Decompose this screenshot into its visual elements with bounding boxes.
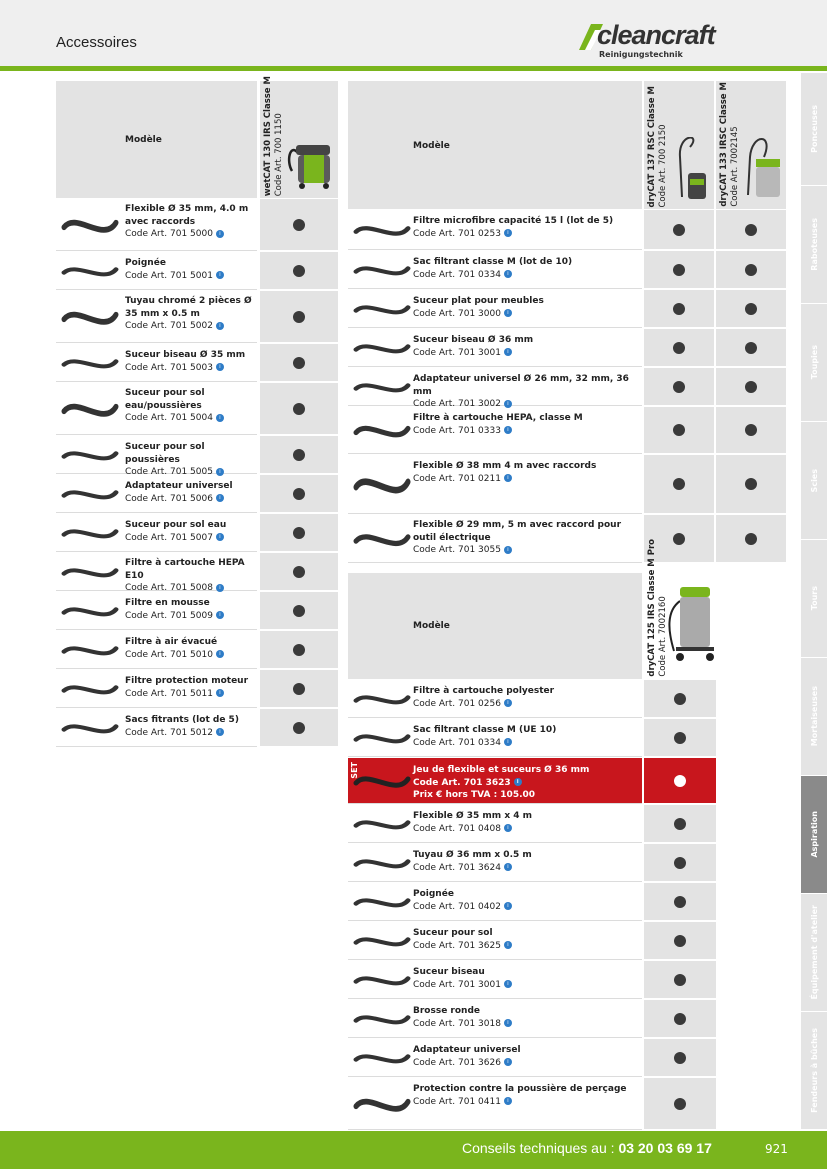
- accessory-name: Adaptateur universel Ø 26 mm, 32 mm, 36 mm: [413, 374, 629, 397]
- compatible-dot: [293, 311, 305, 323]
- info-icon[interactable]: i: [504, 474, 512, 482]
- info-icon[interactable]: i: [514, 778, 522, 786]
- compatible-dot: [293, 644, 305, 656]
- accessory-code: Code Art. 701 3000 i: [413, 308, 638, 321]
- right-top-product-2-header: [716, 81, 786, 209]
- table-row: [348, 719, 642, 757]
- compatible-dot: [674, 775, 686, 787]
- compatible-dot: [674, 732, 686, 744]
- table-row: [348, 1000, 642, 1038]
- table-row: [56, 709, 257, 747]
- accessory-name: Filtre en mousse: [125, 598, 210, 608]
- accessory-image: [350, 847, 414, 878]
- info-icon[interactable]: i: [216, 271, 224, 279]
- accessory-image: [350, 293, 414, 324]
- accessory-image: [58, 255, 122, 286]
- table-row: [56, 252, 257, 290]
- table-row: [56, 670, 257, 708]
- compatible-dot: [293, 527, 305, 539]
- accessory-name: Sac filtrant classe M (UE 10): [413, 725, 557, 735]
- accessory-image: [58, 517, 122, 548]
- info-icon[interactable]: i: [504, 699, 512, 707]
- info-icon[interactable]: i: [216, 728, 224, 736]
- accessory-code: Code Art. 701 5005 i: [125, 466, 253, 479]
- sidebar-tab-label: Raboteuses: [809, 218, 819, 271]
- product-name: dryCAT 137 RSC Classe M Code Art. 700 2150: [647, 85, 668, 207]
- compatible-dot: [745, 381, 757, 393]
- sidebar-tab-label: Toupies: [809, 345, 819, 380]
- compatible-dot: [293, 357, 305, 369]
- accessory-code: Code Art. 701 0402 i: [413, 901, 638, 914]
- compatible-dot: [293, 683, 305, 695]
- page-title: Accessoires: [56, 34, 137, 51]
- table-row: [56, 383, 257, 435]
- info-icon[interactable]: i: [216, 533, 224, 541]
- header-accent-line: [0, 66, 827, 71]
- compatibility-cell: [260, 670, 338, 707]
- accessory-name: Suceur pour sol poussières: [125, 442, 205, 465]
- accessory-image: [350, 886, 414, 917]
- accessory-name: Poignée: [413, 889, 454, 899]
- accessory-name: Sacs fitrants (lot de 5): [125, 715, 239, 725]
- accessory-code: Code Art. 701 0211 i: [413, 473, 638, 486]
- info-icon[interactable]: i: [504, 229, 512, 237]
- accessory-image: [58, 347, 122, 378]
- info-icon[interactable]: i: [504, 426, 512, 434]
- compatible-dot: [293, 566, 305, 578]
- accessory-name: Flexible Ø 38 mm 4 m avec raccords: [413, 461, 597, 471]
- compatibility-cell: [716, 329, 786, 366]
- drycat-133-image: [740, 137, 784, 207]
- accessory-image: [58, 634, 122, 665]
- compatibility-cell: [260, 553, 338, 590]
- compatible-dot: [293, 488, 305, 500]
- footer-phone: 03 20 03 69 17: [618, 1140, 712, 1156]
- compatibility-cell: [260, 514, 338, 551]
- accessory-image: [350, 213, 414, 246]
- accessory-name: Suceur biseau: [413, 967, 485, 977]
- compatibility-cell: [716, 251, 786, 288]
- accessory-code: Code Art. 701 5002 i: [125, 320, 253, 333]
- accessory-code: Code Art. 701 5004 i: [125, 412, 253, 425]
- table-row: [348, 407, 642, 454]
- logo-wordmark: cleancraft: [597, 20, 715, 50]
- footer-contact: Conseils techniques au : 03 20 03 69 17: [462, 1140, 712, 1156]
- compatibility-cell: [716, 210, 786, 249]
- accessory-code: Code Art. 701 3002 i: [413, 398, 638, 411]
- accessory-code: Code Art. 701 3623 i: [413, 777, 638, 790]
- accessory-code: Code Art. 701 0253 i: [413, 228, 638, 241]
- compatibility-cell: [644, 719, 716, 756]
- product-name: dryCAT 125 IRS Classe M Pro Code Art. 7002160: [647, 539, 668, 677]
- info-icon[interactable]: i: [504, 546, 512, 554]
- compatibility-cell: [644, 805, 716, 842]
- compatibility-cell: [260, 436, 338, 473]
- info-icon[interactable]: i: [504, 863, 512, 871]
- accessory-code: Code Art. 701 5001 i: [125, 270, 253, 283]
- compatibility-cell: [644, 922, 716, 959]
- info-icon[interactable]: i: [504, 1097, 512, 1105]
- compatible-dot: [745, 424, 757, 436]
- accessory-name: Filtre à air évacué: [125, 637, 218, 647]
- drycat-125-image: [666, 581, 716, 665]
- accessory-image: [350, 1081, 414, 1126]
- table-row: [348, 805, 642, 843]
- accessory-image: [350, 371, 414, 402]
- accessory-image: [350, 964, 414, 995]
- compatibility-cell: [644, 251, 714, 288]
- accessory-name: Tuyau chromé 2 pièces Ø 35 mm x 0.5 m: [125, 296, 252, 319]
- compatibility-cell: [716, 455, 786, 513]
- accessory-code: Code Art. 701 3055 i: [413, 544, 638, 557]
- accessory-name: Adaptateur universel: [125, 481, 233, 491]
- accessory-name: Suceur plat pour meubles: [413, 296, 544, 306]
- info-icon[interactable]: i: [216, 494, 224, 502]
- accessory-image: [350, 1003, 414, 1034]
- product-name: dryCAT 133 IRSC Classe M Code Art. 7002145: [719, 82, 740, 207]
- info-icon[interactable]: i: [216, 689, 224, 697]
- accessory-image: [58, 478, 122, 509]
- model-label: Modèle: [413, 141, 450, 151]
- compatibility-cell: [260, 592, 338, 629]
- sidebar-tab[interactable]: [801, 73, 827, 186]
- compatibility-cell: [644, 1000, 716, 1037]
- compatibility-cell: [260, 631, 338, 668]
- accessory-name: Sac filtrant classe M (lot de 10): [413, 257, 573, 267]
- compatible-dot: [674, 935, 686, 947]
- sidebar-tab-label: Aspiration: [809, 811, 819, 858]
- accessory-code: Code Art. 701 5008 i: [125, 582, 253, 595]
- table-row: [56, 475, 257, 513]
- accessory-code: Code Art. 701 5012 i: [125, 727, 253, 740]
- sidebar-tab-label: Fendeurs à bûches: [809, 1028, 819, 1113]
- table-row: [348, 251, 642, 289]
- accessory-code: Code Art. 701 5006 i: [125, 493, 253, 506]
- info-icon[interactable]: i: [504, 1058, 512, 1066]
- accessory-image: [350, 1042, 414, 1073]
- table-row: [56, 291, 257, 343]
- compatibility-cell: [716, 515, 786, 562]
- table-row: [56, 553, 257, 591]
- accessory-name: Flexible Ø 29 mm, 5 m avec raccord pour outil électrique: [413, 520, 622, 543]
- accessory-name: Filtre microfibre capacité 15 l (lot de 5): [413, 216, 614, 226]
- compatibility-cell: [644, 407, 714, 453]
- accessory-image: [350, 925, 414, 956]
- accessory-image: [350, 332, 414, 363]
- compatible-dot: [673, 424, 685, 436]
- table-row: [56, 514, 257, 552]
- compatibility-cell: [644, 758, 716, 803]
- model-label: Modèle: [413, 621, 450, 631]
- info-icon[interactable]: i: [504, 902, 512, 910]
- compatible-dot: [673, 224, 685, 236]
- compatible-dot: [293, 605, 305, 617]
- compatibility-cell: [644, 844, 716, 881]
- compatibility-cell: [260, 252, 338, 289]
- sidebar-tab[interactable]: [801, 304, 827, 422]
- info-icon[interactable]: i: [216, 611, 224, 619]
- model-label: Modèle: [125, 135, 162, 145]
- compatible-dot: [674, 896, 686, 908]
- table-row: [348, 922, 642, 960]
- accessory-code: Code Art. 701 3624 i: [413, 862, 638, 875]
- compatibility-cell: [716, 368, 786, 405]
- info-icon[interactable]: i: [504, 400, 512, 408]
- accessory-name: Filtre à cartouche HEPA, classe M: [413, 413, 583, 423]
- compatibility-cell: [644, 1078, 716, 1129]
- info-icon[interactable]: i: [216, 322, 224, 330]
- compatible-dot: [674, 857, 686, 869]
- compatibility-cell: [260, 383, 338, 434]
- sidebar-tab-label: Ponceuses: [809, 105, 819, 153]
- accessory-image: [350, 722, 414, 753]
- compatibility-cell: [260, 344, 338, 381]
- accessory-code: Code Art. 701 3626 i: [413, 1057, 638, 1070]
- accessory-name: Tuyau Ø 36 mm x 0.5 m: [413, 850, 532, 860]
- compatibility-cell: [260, 709, 338, 746]
- sidebar-tab[interactable]: [801, 776, 827, 894]
- accessory-code: Code Art. 701 5000 i: [125, 228, 253, 241]
- accessory-image: [350, 761, 414, 800]
- table-row: [348, 758, 642, 804]
- accessory-image: [350, 518, 414, 559]
- accessory-name: Suceur biseau Ø 36 mm: [413, 335, 534, 345]
- compatible-dot: [745, 303, 757, 315]
- wetcat-vacuum-image: [284, 131, 338, 191]
- accessory-name: Filtre à cartouche HEPA E10: [125, 558, 245, 581]
- accessory-code: Code Art. 701 0256 i: [413, 698, 638, 711]
- info-icon[interactable]: i: [216, 468, 224, 476]
- compatibility-cell: [260, 475, 338, 512]
- compatible-dot: [673, 381, 685, 393]
- compatibility-cell: [644, 368, 714, 405]
- accessory-name: Flexible Ø 35 mm, 4.0 m avec raccords: [125, 204, 249, 227]
- compatibility-cell: [644, 210, 714, 249]
- compatible-dot: [745, 264, 757, 276]
- compatible-dot: [673, 533, 685, 545]
- accessory-code: Code Art. 701 3018 i: [413, 1018, 638, 1031]
- compatible-dot: [673, 342, 685, 354]
- accessory-code: Code Art. 701 3001 i: [413, 347, 638, 360]
- compatible-dot: [674, 1098, 686, 1110]
- accessory-code: Code Art. 701 0333 i: [413, 425, 638, 438]
- accessory-code: Code Art. 701 3625 i: [413, 940, 638, 953]
- accessory-code: Code Art. 701 5009 i: [125, 610, 253, 623]
- accessory-image: [58, 673, 122, 704]
- accessory-code: Code Art. 701 0408 i: [413, 823, 638, 836]
- table-row: [348, 844, 642, 882]
- compatible-dot: [745, 224, 757, 236]
- compatible-dot: [674, 974, 686, 986]
- table-row: [348, 883, 642, 921]
- sidebar-tab-label: Équipement d'atelier: [809, 905, 819, 1000]
- accessory-code: Code Art. 701 5003 i: [125, 362, 253, 375]
- compatibility-cell: [644, 455, 714, 513]
- page-footer: [0, 1131, 827, 1169]
- compatibility-cell: [644, 329, 714, 366]
- compatible-dot: [674, 693, 686, 705]
- compatible-dot: [673, 264, 685, 276]
- sidebar-tab[interactable]: [801, 1012, 827, 1130]
- info-icon[interactable]: i: [216, 363, 224, 371]
- set-label: SET: [350, 762, 359, 779]
- compatibility-cell: [644, 680, 716, 717]
- info-icon[interactable]: i: [504, 738, 512, 746]
- accessory-image: [350, 410, 414, 450]
- table-row: [348, 210, 642, 250]
- left-model-header: [56, 81, 257, 198]
- compatible-dot: [674, 1013, 686, 1025]
- right-top-model-header: [348, 81, 642, 209]
- table-row: [348, 680, 642, 718]
- sidebar-tab[interactable]: [801, 186, 827, 304]
- accessory-name: Adaptateur universel: [413, 1045, 521, 1055]
- info-icon[interactable]: i: [504, 309, 512, 317]
- accessory-image: [58, 556, 122, 587]
- accessory-image: [58, 439, 122, 470]
- table-row: [348, 329, 642, 367]
- table-row: [56, 344, 257, 382]
- compatible-dot: [293, 449, 305, 461]
- sidebar-tab-label: Mortaiseuses: [809, 686, 819, 747]
- accessory-image: [350, 808, 414, 839]
- compatible-dot: [293, 219, 305, 231]
- table-row: [348, 1078, 642, 1130]
- compatible-dot: [674, 818, 686, 830]
- accessory-name: Protection contre la poussière de perçage: [413, 1084, 627, 1094]
- table-row: [348, 1039, 642, 1077]
- compatible-dot: [745, 342, 757, 354]
- accessory-image: [58, 202, 122, 247]
- compatible-dot: [293, 265, 305, 277]
- accessory-code: Code Art. 701 0334 i: [413, 269, 638, 282]
- compatibility-cell: [260, 199, 338, 250]
- info-icon[interactable]: i: [216, 650, 224, 658]
- table-row: [56, 592, 257, 630]
- accessory-name: Flexible Ø 35 mm x 4 m: [413, 811, 533, 821]
- compatible-dot: [674, 1052, 686, 1064]
- compatibility-cell: [716, 407, 786, 453]
- compatible-dot: [673, 303, 685, 315]
- table-row: [56, 631, 257, 669]
- accessory-image: [58, 386, 122, 431]
- accessory-name: Jeu de flexible et suceurs Ø 36 mm: [413, 765, 590, 775]
- compatibility-cell: [644, 1039, 716, 1076]
- right-bottom-model-header: [348, 573, 642, 679]
- compatibility-cell: [644, 290, 714, 327]
- compatible-dot: [293, 403, 305, 415]
- accessory-code: Code Art. 701 3001 i: [413, 979, 638, 992]
- accessory-name: Filtre à cartouche polyester: [413, 686, 555, 696]
- info-icon[interactable]: i: [216, 414, 224, 422]
- compatible-dot: [745, 533, 757, 545]
- logo-subtitle: Reinigungstechnik: [599, 50, 683, 59]
- table-row: [348, 290, 642, 328]
- compatibility-cell: [644, 883, 716, 920]
- accessory-name: Suceur pour sol eau/poussières: [125, 388, 205, 411]
- compatibility-cell: [716, 290, 786, 327]
- sidebar-tab-label: Tours: [809, 586, 819, 611]
- sidebar-tab[interactable]: [801, 658, 827, 776]
- compatibility-cell: [644, 961, 716, 998]
- product-name: wetCAT 130 IRS Classe M Code Art. 700 1150: [263, 75, 284, 196]
- drycat-137-image: [672, 137, 712, 207]
- table-row: [348, 455, 642, 514]
- right-bottom-product-header: [644, 539, 716, 679]
- info-icon[interactable]: i: [216, 584, 224, 592]
- info-icon[interactable]: i: [504, 348, 512, 356]
- table-row: [348, 515, 642, 563]
- sidebar-tab[interactable]: [801, 422, 827, 540]
- sidebar-tab-label: Scies: [809, 468, 819, 493]
- accessory-code: Code Art. 701 5007 i: [125, 532, 253, 545]
- accessory-code: Code Art. 701 5010 i: [125, 649, 253, 662]
- accessory-name: Filtre protection moteur: [125, 676, 249, 686]
- accessory-image: [58, 712, 122, 743]
- compatible-dot: [293, 722, 305, 734]
- right-top-product-1-header: [644, 81, 714, 209]
- accessory-name: Brosse ronde: [413, 1006, 481, 1016]
- page-number: 921: [765, 1142, 788, 1156]
- accessory-image: [58, 595, 122, 626]
- accessory-image: [350, 458, 414, 510]
- accessory-image: [58, 294, 122, 339]
- accessory-code: Code Art. 701 5011 i: [125, 688, 253, 701]
- accessory-name: Suceur pour sol: [413, 928, 493, 938]
- compatibility-cell: [260, 291, 338, 342]
- info-icon[interactable]: i: [504, 270, 512, 278]
- info-icon[interactable]: i: [504, 1019, 512, 1027]
- info-icon[interactable]: i: [216, 230, 224, 238]
- table-row: [348, 368, 642, 409]
- info-icon[interactable]: i: [504, 824, 512, 832]
- accessory-name: Suceur biseau Ø 35 mm: [125, 350, 246, 360]
- accessory-image: [350, 254, 414, 285]
- info-icon[interactable]: i: [504, 980, 512, 988]
- info-icon[interactable]: i: [504, 941, 512, 949]
- sidebar-tab[interactable]: [801, 894, 827, 1012]
- compatible-dot: [673, 478, 685, 490]
- table-row: [56, 436, 257, 477]
- table-row: [348, 961, 642, 999]
- table-row: [56, 199, 257, 251]
- accessory-image: [350, 683, 414, 714]
- compatible-dot: [745, 478, 757, 490]
- accessory-code: Code Art. 701 0411 i: [413, 1096, 638, 1109]
- accessory-price: Prix € hors TVA : 105.00: [413, 790, 536, 800]
- cleancraft-logo: [575, 20, 790, 62]
- accessory-name: Poignée: [125, 258, 166, 268]
- accessory-code: Code Art. 701 0334 i: [413, 737, 638, 750]
- sidebar-tab[interactable]: [801, 540, 827, 658]
- left-product-header: [260, 75, 338, 198]
- accessory-name: Suceur pour sol eau: [125, 520, 227, 530]
